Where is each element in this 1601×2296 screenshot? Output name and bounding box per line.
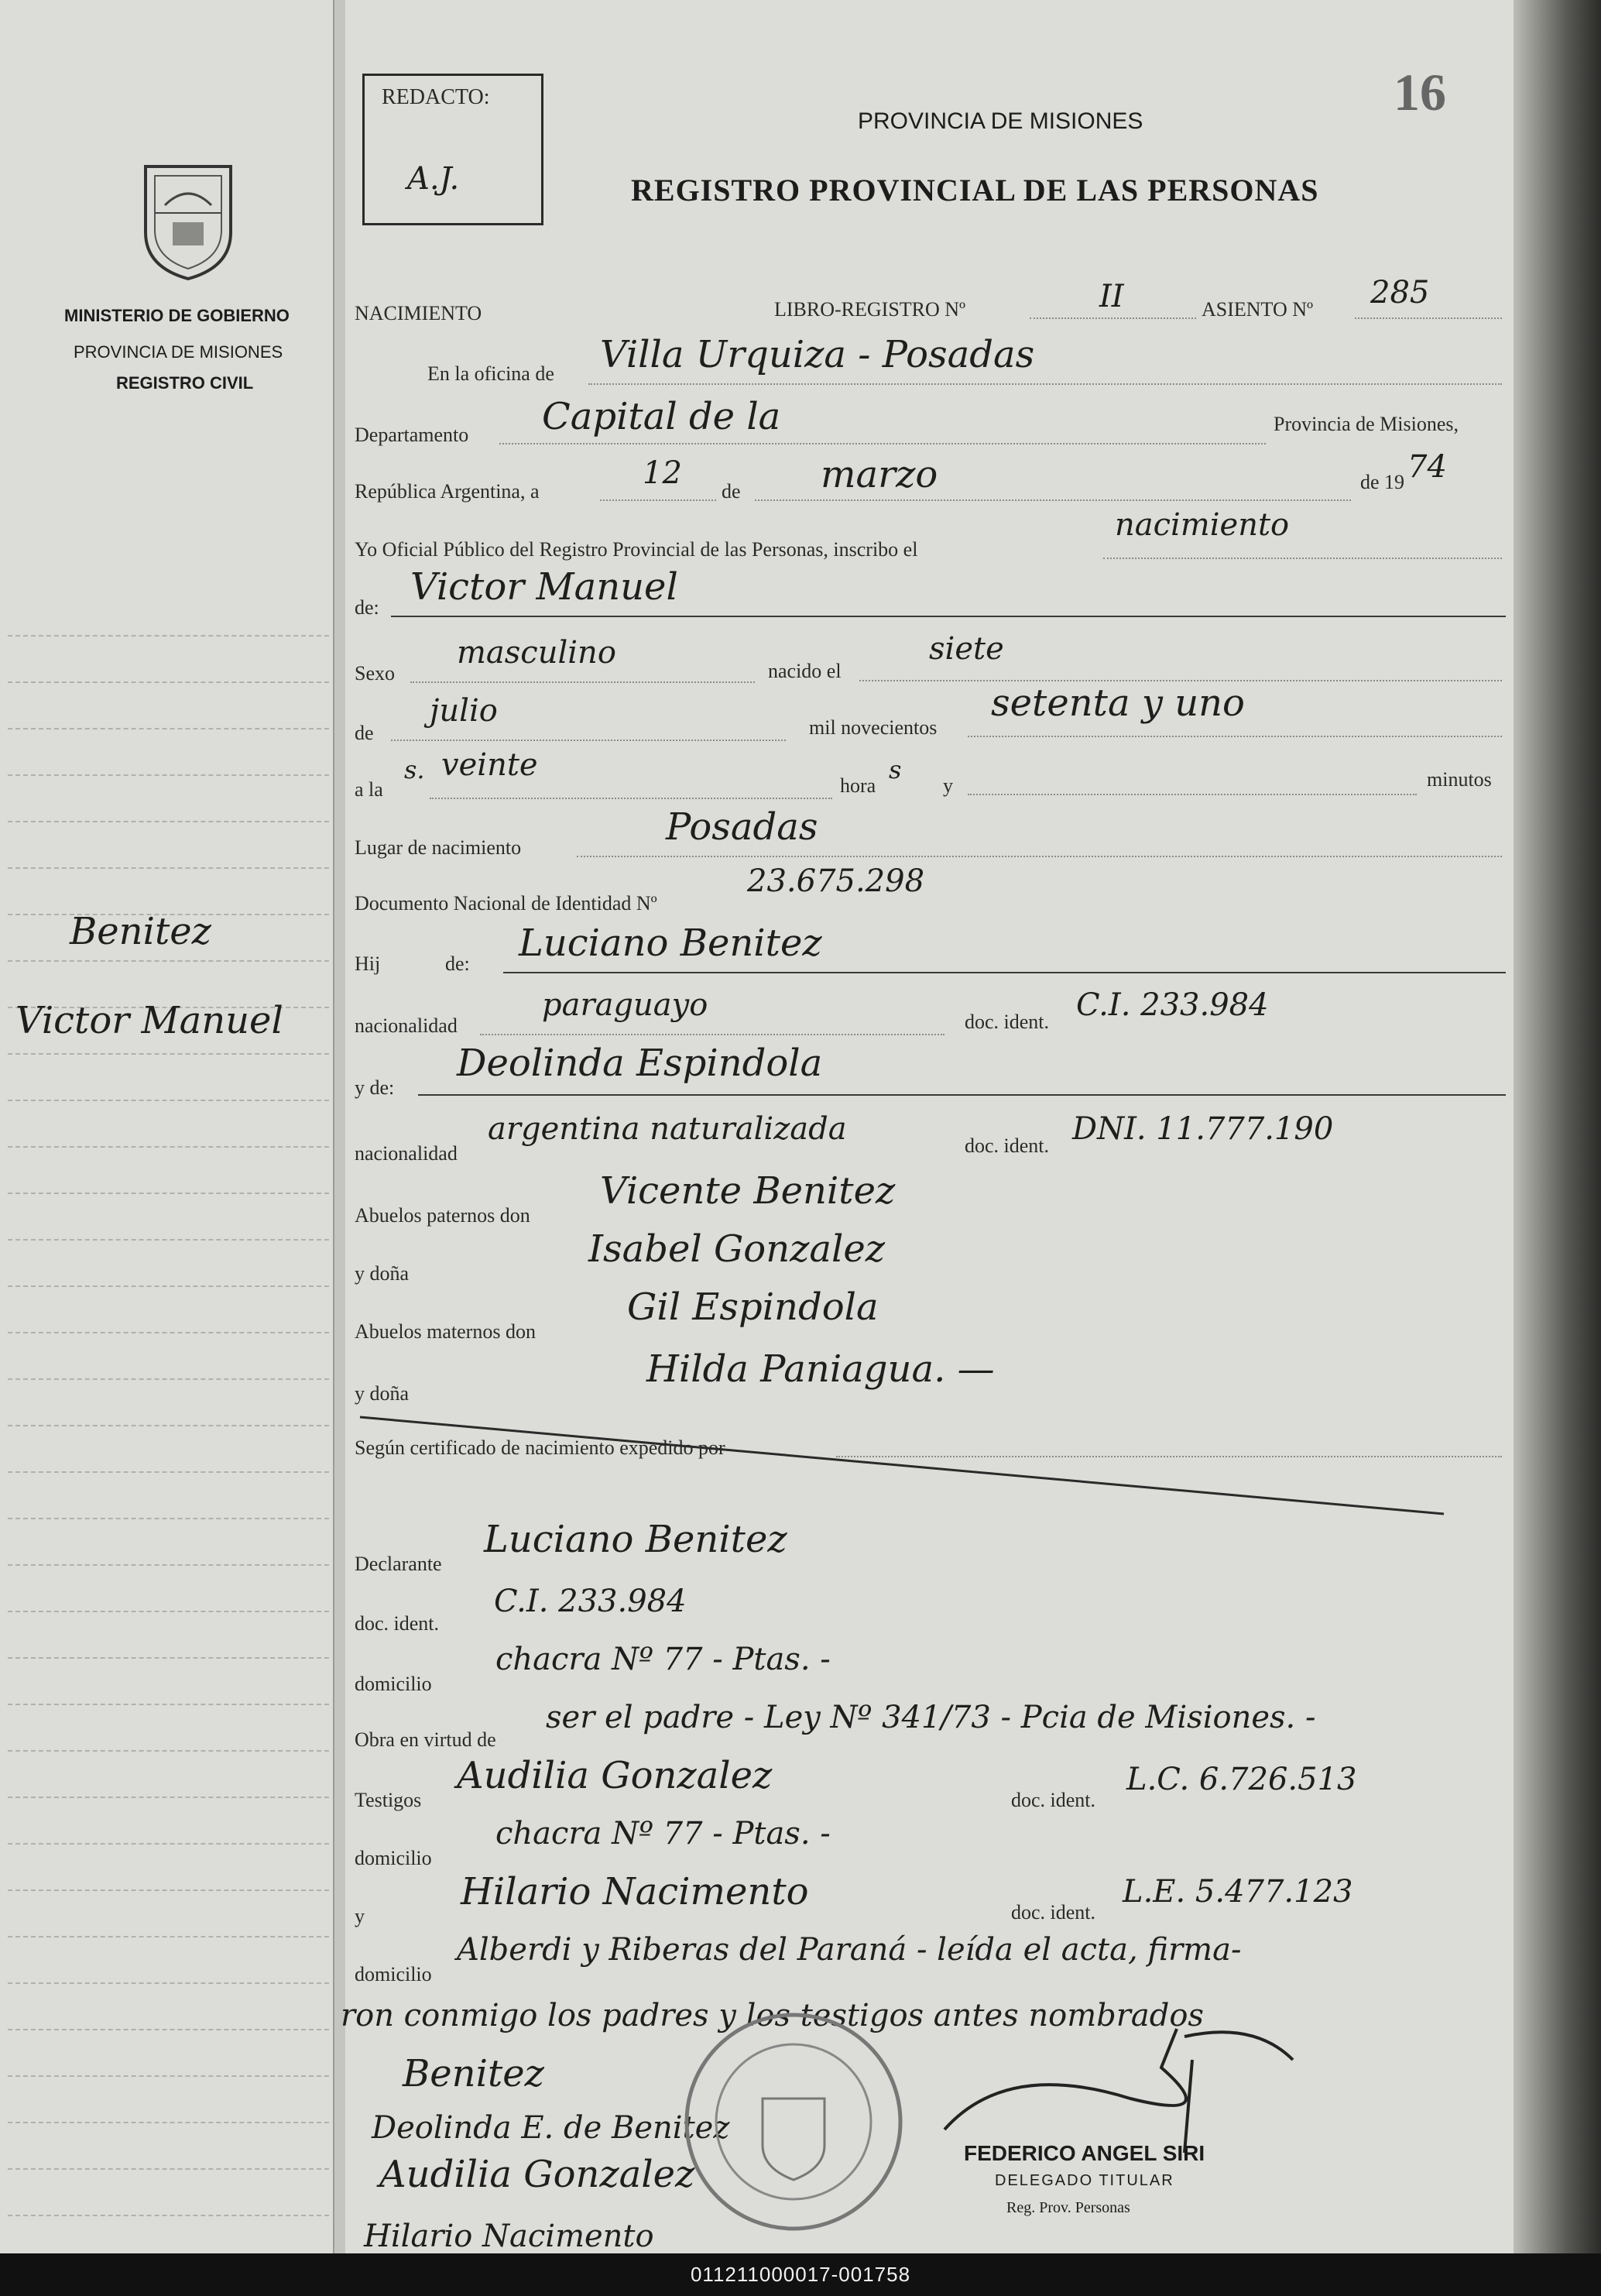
label-de-nacido-mes: de bbox=[355, 722, 374, 744]
label-nacimiento: NACIMIENTO bbox=[355, 302, 482, 324]
value-testigo1-doc: L.C. 6.726.513 bbox=[1126, 1762, 1357, 1797]
value-nombre: Victor Manuel bbox=[410, 565, 678, 609]
label-dona-mat: y doña bbox=[355, 1382, 410, 1405]
label-oficina: En la oficina de bbox=[427, 362, 554, 385]
official-office: Reg. Prov. Personas bbox=[1006, 2199, 1130, 2216]
label-y-de: y de: bbox=[355, 1076, 395, 1099]
value-madre: Deolinda Espindola bbox=[457, 1042, 823, 1085]
value-abuela-mat: Hilda Paniagua. — bbox=[646, 1347, 995, 1391]
official-name: FEDERICO ANGEL SIRI bbox=[964, 2141, 1205, 2165]
label-libro: LIBRO-REGISTRO Nº bbox=[774, 298, 966, 321]
value-hora-suffix: s bbox=[889, 755, 902, 784]
redacto-label: REDACTO: bbox=[382, 85, 490, 109]
value-testigo2: Hilario Nacimento bbox=[461, 1870, 809, 1913]
label-provincia: Provincia de Misiones, bbox=[1274, 413, 1459, 435]
official-title: DELEGADO TITULAR bbox=[995, 2172, 1174, 2189]
value-libro: II bbox=[1099, 279, 1124, 314]
value-nacido-anio: setenta y uno bbox=[991, 681, 1245, 725]
label-a-la: a la bbox=[355, 778, 383, 801]
label-hora: hora bbox=[840, 774, 876, 797]
label-asiento: ASIENTO Nº bbox=[1202, 298, 1314, 321]
value-padre: Luciano Benitez bbox=[519, 921, 822, 965]
stub-given-names: Victor Manuel bbox=[15, 999, 283, 1042]
label-dona-pat: y doña bbox=[355, 1262, 410, 1285]
label-abuelos-maternos: Abuelos maternos don bbox=[355, 1320, 536, 1343]
value-hora: veinte bbox=[441, 747, 538, 783]
label-dom-t2: domicilio bbox=[355, 1963, 432, 1985]
label-doc-padre: doc. ident. bbox=[965, 1011, 1050, 1033]
label-decl-dom: domicilio bbox=[355, 1673, 432, 1695]
signature-1: Benitez bbox=[403, 2052, 544, 2095]
label-y-min: y bbox=[943, 774, 953, 797]
value-obra: ser el padre - Ley Nº 341/73 - Pcia de Misiones. - bbox=[546, 1700, 1316, 1735]
value-oficina: Villa Urquiza - Posadas bbox=[600, 333, 1035, 376]
label-segun: Según certificado de nacimiento expedido por bbox=[355, 1436, 725, 1459]
label-lugar: Lugar de nacimiento bbox=[355, 836, 522, 859]
stub-emblem bbox=[130, 159, 246, 283]
page-number: 16 bbox=[1394, 63, 1446, 122]
label-obra: Obra en virtud de bbox=[355, 1728, 496, 1751]
value-testigo2-doc: L.E. 5.477.123 bbox=[1123, 1874, 1353, 1910]
value-lugar: Posadas bbox=[666, 805, 818, 849]
value-padre-nac: paraguayo bbox=[542, 987, 708, 1023]
label-nac-madre: nacionalidad bbox=[355, 1142, 458, 1165]
label-mil-novecientos: mil novecientos bbox=[809, 716, 938, 739]
footer-id: 011211000017-001758 bbox=[0, 2253, 1601, 2296]
label-dom-t1: domicilio bbox=[355, 1847, 432, 1869]
value-decl-doc: C.I. 233.984 bbox=[494, 1584, 687, 1619]
stub-ministry: MINISTERIO DE GOBIERNO bbox=[64, 306, 290, 325]
label-de-anio: de 19 bbox=[1360, 471, 1405, 493]
label-y-t2: y bbox=[355, 1905, 365, 1927]
value-abuela-pat: Isabel Gonzalez bbox=[588, 1227, 886, 1271]
label-testigos: Testigos bbox=[355, 1789, 422, 1811]
value-declarante: Luciano Benitez bbox=[484, 1518, 787, 1561]
label-doc-madre: doc. ident. bbox=[965, 1134, 1050, 1157]
value-closing: ron conmigo los padres y los testigos antes nombrados bbox=[341, 1998, 1204, 2033]
strike-line bbox=[345, 1409, 1521, 1518]
value-sexo: masculino bbox=[457, 635, 616, 671]
value-departamento: Capital de la bbox=[542, 395, 781, 438]
label-decl-doc: doc. ident. bbox=[355, 1612, 440, 1635]
label-doc-t1: doc. ident. bbox=[1011, 1789, 1096, 1811]
label-nacido-el: nacido el bbox=[768, 660, 842, 682]
label-de-mes: de bbox=[722, 480, 741, 503]
signature-2: Deolinda E. de Benitez bbox=[372, 2110, 730, 2146]
label-yo-oficial: Yo Oficial Público del Registro Provincial de las Personas, inscribo el bbox=[355, 538, 918, 561]
signature-3: Audilia Gonzalez bbox=[379, 2153, 695, 2196]
stub-surname: Benitez bbox=[70, 910, 211, 953]
label-dni: Documento Nacional de Identidad Nº bbox=[355, 892, 657, 915]
signature-4: Hilario Nacimento bbox=[364, 2219, 654, 2253]
label-de-nombre: de: bbox=[355, 596, 379, 619]
header-province: PROVINCIA DE MISIONES bbox=[858, 108, 1143, 134]
page-right-edge bbox=[1514, 0, 1601, 2253]
official-stamp bbox=[677, 2006, 910, 2238]
label-sexo: Sexo bbox=[355, 662, 395, 685]
value-mes: marzo bbox=[821, 453, 938, 496]
value-madre-doc: DNI. 11.777.190 bbox=[1072, 1111, 1334, 1147]
label-de-padre: de: bbox=[445, 952, 470, 975]
value-dia: 12 bbox=[643, 455, 682, 491]
binding-gutter bbox=[333, 0, 345, 2253]
value-anio: 74 bbox=[1407, 449, 1447, 485]
value-padre-doc: C.I. 233.984 bbox=[1076, 987, 1269, 1023]
stub-registry: REGISTRO CIVIL bbox=[116, 373, 254, 393]
value-hora-prefix: s. bbox=[404, 755, 425, 784]
value-testigo1-dom: chacra Nº 77 - Ptas. - bbox=[495, 1816, 831, 1852]
redacto-value: A.J. bbox=[407, 161, 460, 197]
stub-province: PROVINCIA DE MISIONES bbox=[74, 342, 283, 362]
value-abuelo-pat: Vicente Benitez bbox=[600, 1169, 896, 1213]
value-nacido-dia: siete bbox=[929, 631, 1004, 667]
label-declarante: Declarante bbox=[355, 1553, 442, 1575]
redacto-box bbox=[362, 74, 543, 225]
value-nacido-mes: julio bbox=[430, 693, 498, 729]
value-abuelo-mat: Gil Espindola bbox=[627, 1285, 879, 1329]
label-republica: República Argentina, a bbox=[355, 480, 540, 503]
header-registry: REGISTRO PROVINCIAL DE LAS PERSONAS bbox=[631, 173, 1319, 208]
label-doc-t2: doc. ident. bbox=[1011, 1901, 1096, 1924]
value-madre-nac: argentina naturalizada bbox=[488, 1111, 847, 1147]
label-abuelos-paternos: Abuelos paternos don bbox=[355, 1204, 530, 1227]
label-departamento: Departamento bbox=[355, 424, 469, 446]
value-testigo1: Audilia Gonzalez bbox=[457, 1754, 773, 1797]
label-hij: Hij bbox=[355, 952, 381, 975]
label-minutos: minutos bbox=[1427, 768, 1492, 791]
value-asiento: 285 bbox=[1370, 275, 1430, 311]
value-testigo2-dom: Alberdi y Riberas del Paraná - leída el acta, firma- bbox=[457, 1932, 1242, 1968]
label-nac-padre: nacionalidad bbox=[355, 1014, 458, 1037]
value-dni: 23.675.298 bbox=[747, 863, 925, 899]
value-decl-dom: chacra Nº 77 - Ptas. - bbox=[495, 1642, 831, 1677]
value-acto: nacimiento bbox=[1115, 507, 1290, 543]
